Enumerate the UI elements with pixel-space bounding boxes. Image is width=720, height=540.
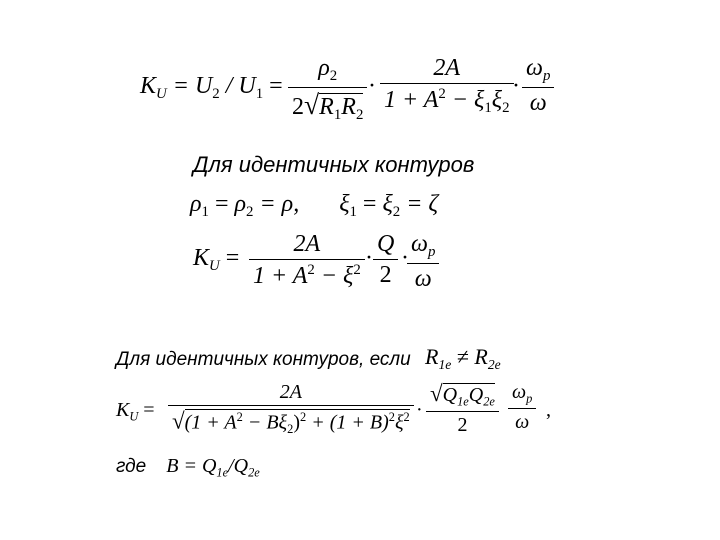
sub-2: 2	[212, 86, 220, 103]
term-1-plus-a: (1 + A	[184, 411, 237, 434]
fraction-2a	[249, 232, 365, 288]
sub-1: 1	[201, 204, 209, 221]
not-equal-sign: ≠	[456, 344, 469, 369]
equation-identical-params	[190, 192, 438, 220]
denominator-1-plus-a: 1 + A	[253, 262, 308, 289]
fraction-bar	[249, 259, 365, 260]
symbol-u2: = U	[172, 73, 213, 99]
equals-sign: =	[225, 245, 240, 271]
heading-identical-circuits: Для идентичных контуров	[193, 152, 475, 177]
symbol-xi: ξ	[394, 411, 404, 434]
symbol-r1e: R	[425, 344, 439, 369]
symbol-r1: R	[319, 94, 334, 121]
symbol-zeta: = ζ	[406, 191, 439, 217]
numerator-2a: 2A	[293, 231, 321, 257]
numerator-2a: 2A	[433, 55, 461, 81]
sub-u: U	[129, 409, 139, 424]
sub-1: 1	[349, 204, 357, 221]
dot-operator: ·	[416, 399, 423, 421]
sub-1: 1	[484, 100, 492, 117]
dot-operator: ·	[365, 245, 373, 271]
fraction-bar	[373, 259, 398, 260]
sup-2: 2	[438, 86, 446, 102]
denominator-2: 2	[457, 413, 468, 436]
symbol-k: K	[193, 245, 210, 271]
sub-1: 1	[255, 86, 264, 103]
symbol-k: K	[116, 399, 130, 421]
fraction-bar	[168, 405, 414, 406]
symbol-r2: R	[341, 94, 356, 121]
denominator-1-plus-a: 1 + A	[384, 86, 439, 113]
symbol-omega: ω	[414, 266, 432, 293]
fraction-bar	[508, 408, 536, 409]
sub-u: U	[156, 86, 167, 103]
sub-2e: 2e	[483, 394, 495, 409]
denominator-2: 2	[379, 262, 392, 288]
sub-1e: 1e	[438, 356, 452, 372]
fraction-2a: 2A $1 + A^2 - \xi_1\xi_2$	[380, 56, 514, 116]
numerator-2a: 2A	[279, 381, 302, 403]
sup-2: 2	[388, 410, 395, 424]
sup-2: 2	[403, 410, 410, 424]
fraction-omega	[407, 232, 439, 291]
symbol-omega: ω	[529, 90, 547, 117]
fraction-rho	[288, 56, 367, 123]
equation-ku-nonidentical	[116, 382, 576, 452]
symbol-omega: ω	[515, 410, 530, 433]
dot-operator: ·	[368, 73, 376, 99]
symbol-omega-p: ω	[411, 231, 428, 257]
sub-p: p	[526, 391, 533, 406]
symbol-rho2: ρ	[234, 191, 247, 217]
dot-operator: ·	[401, 245, 409, 271]
sup-2: 2	[307, 262, 315, 278]
fraction-2a-sqrt	[168, 382, 414, 435]
equals-sign: =	[362, 191, 377, 217]
sub-p: p	[542, 68, 551, 85]
sqrt-icon: √	[172, 408, 185, 434]
where-clause	[116, 456, 260, 479]
symbol-k: K	[140, 73, 157, 99]
ku-ratio	[140, 74, 283, 102]
symbol-xi1: ξ	[339, 191, 350, 217]
equals-sign: =	[143, 399, 155, 421]
sub-u: U	[209, 258, 220, 275]
sqrt-icon: √	[304, 89, 320, 121]
equals-sign: =	[269, 73, 283, 99]
sub-1: 1	[333, 107, 342, 124]
close-paren: )	[293, 411, 300, 434]
equals-sign: =	[214, 191, 229, 217]
symbol-q2e: /Q	[228, 455, 249, 477]
fraction-q	[373, 232, 398, 287]
symbol-rho: ρ	[318, 55, 330, 81]
symbol-omega-p: ω	[512, 381, 527, 403]
sup-2: 2	[236, 410, 243, 424]
sup-2: 2	[300, 410, 307, 424]
sub-2e: 2e	[487, 356, 501, 372]
fraction-omega	[508, 382, 536, 432]
sub-1e: 1e	[457, 394, 469, 409]
sub-p: p	[427, 244, 436, 261]
symbol-rho1: ρ	[190, 191, 202, 217]
where-label: где	[116, 456, 147, 477]
fraction-omega	[522, 56, 554, 115]
fraction-bar	[522, 87, 554, 88]
symbol-q: Q	[377, 231, 395, 257]
coefficient-2: 2	[292, 94, 304, 121]
heading-identical-if: Для идентичных контуров, если	[116, 349, 411, 370]
symbol-b-eq-q1e: B = Q	[166, 455, 217, 477]
sub-2: 2	[502, 100, 510, 117]
comma: ,	[546, 399, 551, 421]
sup-2: 2	[353, 262, 361, 278]
symbol-r2e: R	[474, 344, 488, 369]
sub-2: 2	[355, 107, 364, 124]
minus-xi: − ξ	[314, 262, 354, 289]
sub-2: 2	[287, 421, 294, 436]
dot-operator: ·	[512, 73, 520, 99]
equation-ku-identical	[193, 232, 453, 292]
fraction-bar	[288, 87, 367, 88]
sub-2: 2	[329, 68, 338, 85]
fraction-bar	[426, 411, 499, 412]
symbol-rho: = ρ,	[259, 191, 300, 217]
sqrt-icon: √	[430, 381, 443, 406]
minus-xi: − ξ	[445, 86, 485, 113]
term-b-xi: − Bξ	[242, 411, 288, 434]
symbol-q2e: Q	[468, 384, 484, 406]
condition-r-not-equal	[425, 346, 501, 371]
fraction-bar	[407, 263, 439, 264]
symbol-omega-p: ω	[526, 55, 543, 81]
sub-1e: 1e	[216, 465, 229, 480]
symbol-u1: / U	[225, 73, 256, 99]
equation-ku-general	[140, 55, 560, 124]
term-1-plus-b: + (1 + B)	[306, 411, 389, 434]
sub-2: 2	[392, 204, 401, 221]
symbol-q1e: Q	[442, 384, 458, 406]
fraction-bar	[380, 83, 514, 84]
sub-2e: 2e	[248, 465, 260, 480]
fraction-sqrt-q	[426, 382, 499, 435]
sub-2: 2	[246, 204, 254, 221]
symbol-xi2: ξ	[382, 191, 393, 217]
